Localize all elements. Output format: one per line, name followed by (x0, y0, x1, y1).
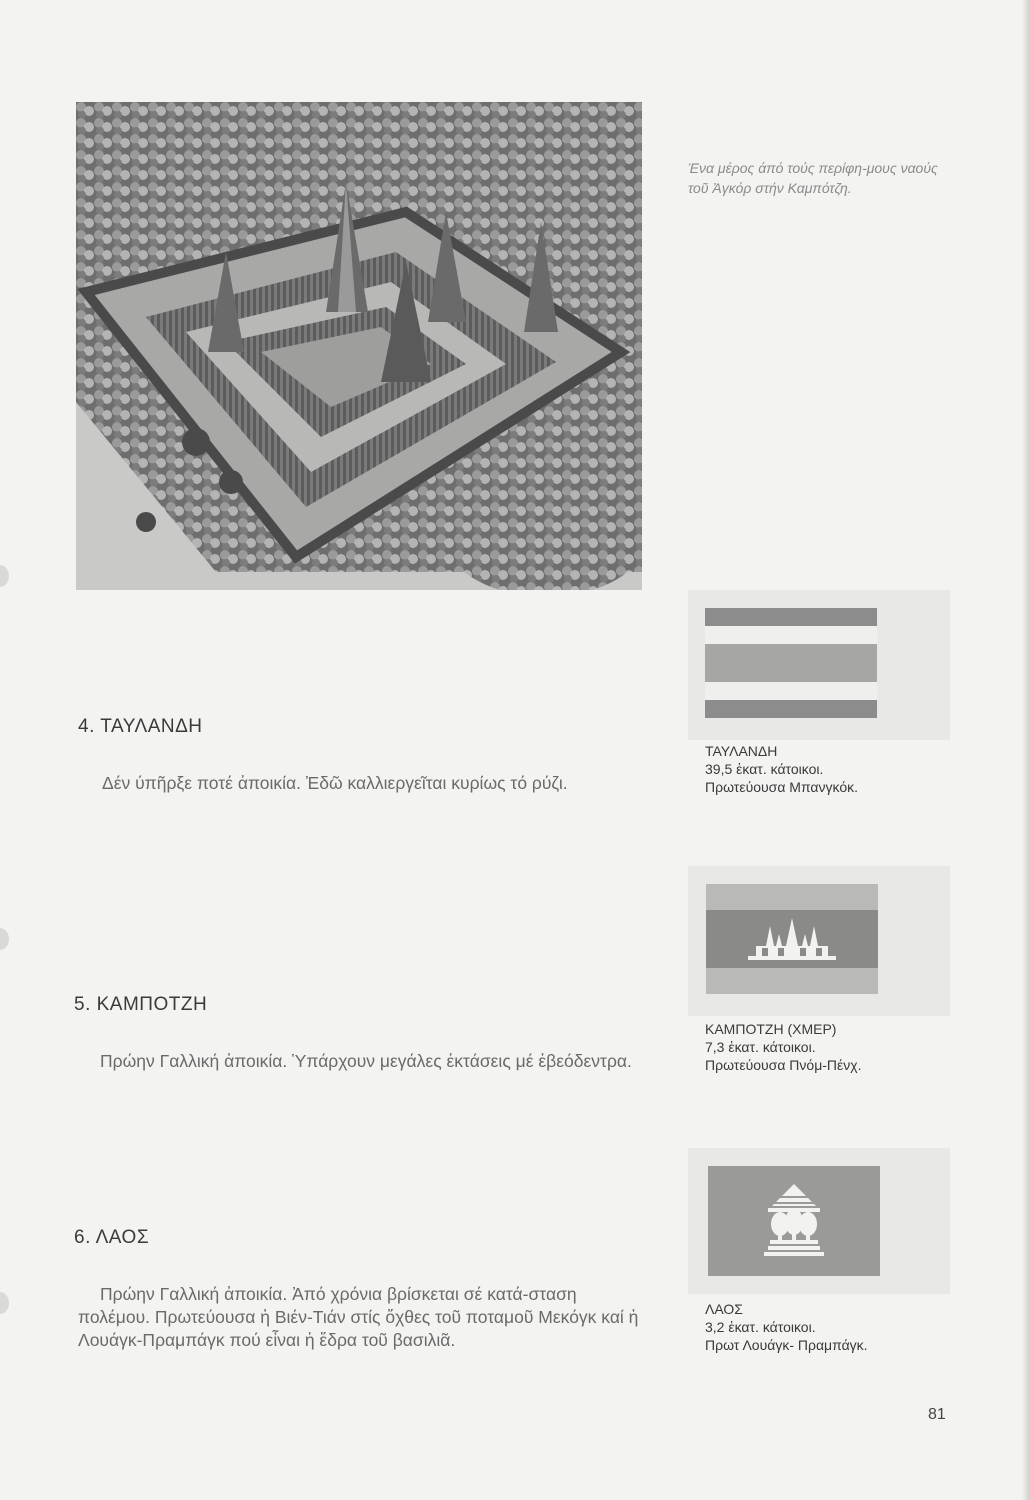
flag-capital: Πρωτ Λουάγκ- Πραμπάγκ. (705, 1337, 868, 1353)
page-edge (1022, 0, 1030, 1500)
thailand-flag-info (705, 742, 858, 796)
flag-capital: Πρωτεύουσα Μπανγκόκ. (705, 779, 859, 795)
section-text-laos: Πρώην Γαλλική ἀποικία. Ἀπό χρόνια βρίσκεται σέ κατά-σταση πολέμου. Πρωτεύουσα ἡ Βιέν-Τιάν στίς ὄχθες τοῦ ποταμοῦ Μεκόγκ καί ἡ Λουάγκ-Πραμπάγκ πού εἶναι ἡ ἕδρα τοῦ βασιλιᾶ. (78, 1284, 639, 1350)
section-title-laos: 6. ΛΑΟΣ (74, 1227, 150, 1248)
angkor-temple-image (76, 102, 642, 590)
section-title-thailand: 4. ΤΑΥΛΑΝΔΗ (78, 716, 203, 737)
laos-flag-info (705, 1300, 868, 1354)
thailand-flag-icon (705, 608, 877, 718)
thailand-flag-panel (688, 590, 950, 740)
punch-hole (0, 928, 9, 950)
flag-population: 7,3 ἑκατ. κάτοικοι. (705, 1039, 816, 1055)
page-number: 81 (928, 1406, 946, 1423)
punch-hole (0, 565, 9, 587)
laos-flag-panel (688, 1148, 950, 1294)
laos-flag-icon (708, 1166, 880, 1276)
flag-population: 3,2 ἑκατ. κάτοικοι. (705, 1319, 816, 1335)
section-text-thailand: Δέν ύπῆρξε ποτέ ἀποικία. Ἐδῶ καλλιεργεῖται κυρίως τό ρύζι. (102, 773, 568, 793)
cambodia-flag-panel (688, 866, 950, 1016)
flag-capital: Πρωτεύουσα Πνόμ-Πένχ. (705, 1057, 862, 1073)
flag-country-name: ΚΑΜΠΟΤΖΗ (ΧΜΕΡ) (705, 1021, 837, 1037)
cambodia-flag-icon (706, 884, 878, 994)
flag-country-name: ΤΑΥΛΑΝΔΗ (705, 743, 778, 759)
flag-country-name: ΛΑΟΣ (705, 1301, 743, 1317)
punch-hole (0, 1292, 9, 1314)
angkor-photo (76, 102, 642, 590)
cambodia-flag-info (705, 1020, 862, 1074)
section-title-cambodia: 5. ΚΑΜΠΟΤΖΗ (74, 994, 208, 1015)
section-text-cambodia: Πρώην Γαλλική ἀποικία. Ὑπάρχουν μεγάλες ἐκτάσεις μέ ἐβεόδεντρα. (100, 1051, 632, 1071)
flag-population: 39,5 ἑκατ. κάτοικοι. (705, 761, 824, 777)
photo-caption: Ένα μέρος άπό τούς περίφη-μους ναούς τοῦ Ἀγκόρ στήν Καμπότζη. (688, 160, 938, 196)
